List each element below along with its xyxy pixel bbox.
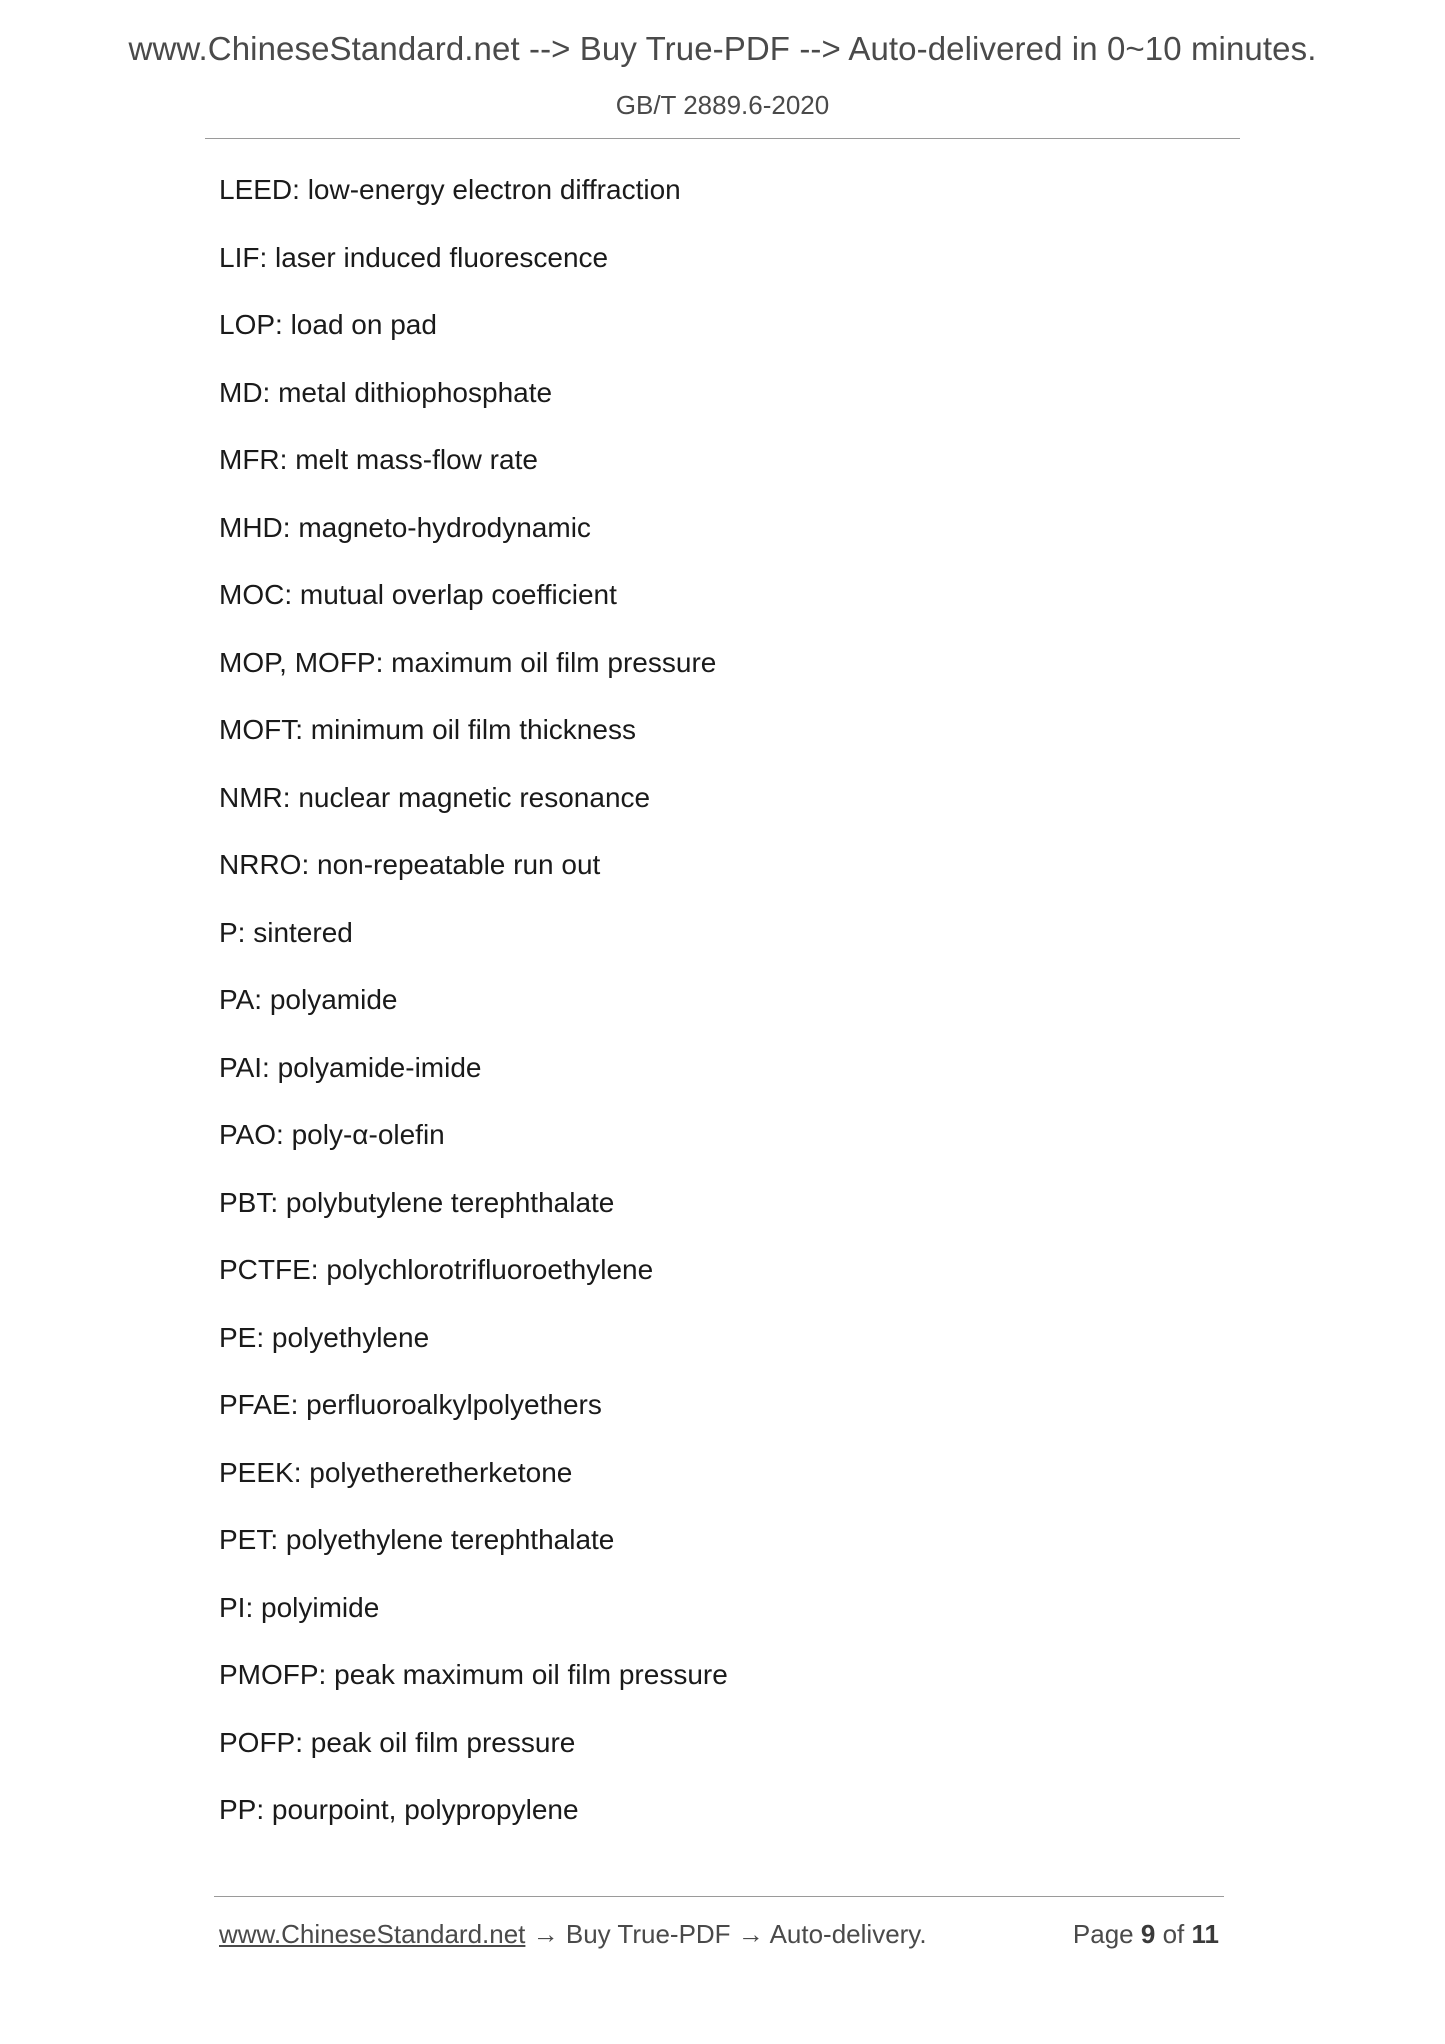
abbreviation-entry: PAO: poly-α-olefin <box>219 1119 445 1150</box>
header-banner: www.ChineseStandard.net --> Buy True-PDF --> Auto-delivered in 0~10 minutes. <box>128 30 1317 67</box>
header-divider <box>205 138 1240 139</box>
abbreviation-entry: PEEK: polyetheretherketone <box>219 1456 573 1488</box>
abbreviation-entry: PCTFE: polychlorotrifluoroethylene <box>219 1254 654 1285</box>
abbreviation-entry: NMR: nuclear magnetic resonance <box>219 781 651 813</box>
abbreviation-entry: PMOFP: peak maximum oil film pressure <box>219 1659 728 1690</box>
abbreviation-entry: POFP: peak oil film pressure <box>219 1726 576 1758</box>
abbreviation-list <box>219 168 728 1856</box>
abbreviation-entry: MOC: mutual overlap coefficient <box>219 579 617 610</box>
abbreviation-entry: PE: polyethylene <box>219 1321 430 1353</box>
abbreviation-entry: PFAE: perfluoroalkylpolyethers <box>219 1389 602 1420</box>
page-current: 9 <box>1140 1919 1156 1949</box>
abbreviation-entry: MD: metal dithiophosphate <box>219 376 553 408</box>
footer-delivery-text: → Buy True-PDF → Auto-delivery. <box>525 1919 927 1949</box>
abbreviation-entry: LEED: low-energy electron diffraction <box>219 174 681 205</box>
page-label: Page <box>1072 1919 1134 1949</box>
abbreviation-entry: PA: polyamide <box>219 984 398 1015</box>
abbreviation-entry: PAI: polyamide-imide <box>219 1051 482 1083</box>
page-number <box>1073 1914 1219 1954</box>
footer-website-link[interactable]: www.ChineseStandard.net <box>219 1919 526 1949</box>
abbreviation-entry: MHD: magneto-hydrodynamic <box>219 511 591 543</box>
footer-divider <box>214 1896 1224 1897</box>
page-total: 11 <box>1191 1919 1219 1949</box>
abbreviation-entry: LIF: laser induced fluorescence <box>219 241 609 273</box>
abbreviation-entry: PP: pourpoint, polypropylene <box>219 1794 579 1825</box>
abbreviation-entry: P: sintered <box>219 916 353 948</box>
abbreviation-entry: MFR: melt mass-flow rate <box>219 444 538 475</box>
abbreviation-entry: LOP: load on pad <box>219 309 437 340</box>
standard-number: GB/T 2889.6-2020 <box>615 90 830 120</box>
footer-delivery-note <box>219 1914 927 1954</box>
abbreviation-entry: PET: polyethylene terephthalate <box>219 1524 615 1555</box>
abbreviation-entry: PBT: polybutylene terephthalate <box>219 1186 615 1218</box>
abbreviation-entry: NRRO: non-repeatable run out <box>219 849 601 880</box>
abbreviation-entry: MOP, MOFP: maximum oil film pressure <box>219 646 717 678</box>
page-of: of <box>1162 1919 1185 1949</box>
abbreviation-entry: PI: polyimide <box>219 1591 380 1623</box>
abbreviation-entry: MOFT: minimum oil film thickness <box>219 714 636 745</box>
